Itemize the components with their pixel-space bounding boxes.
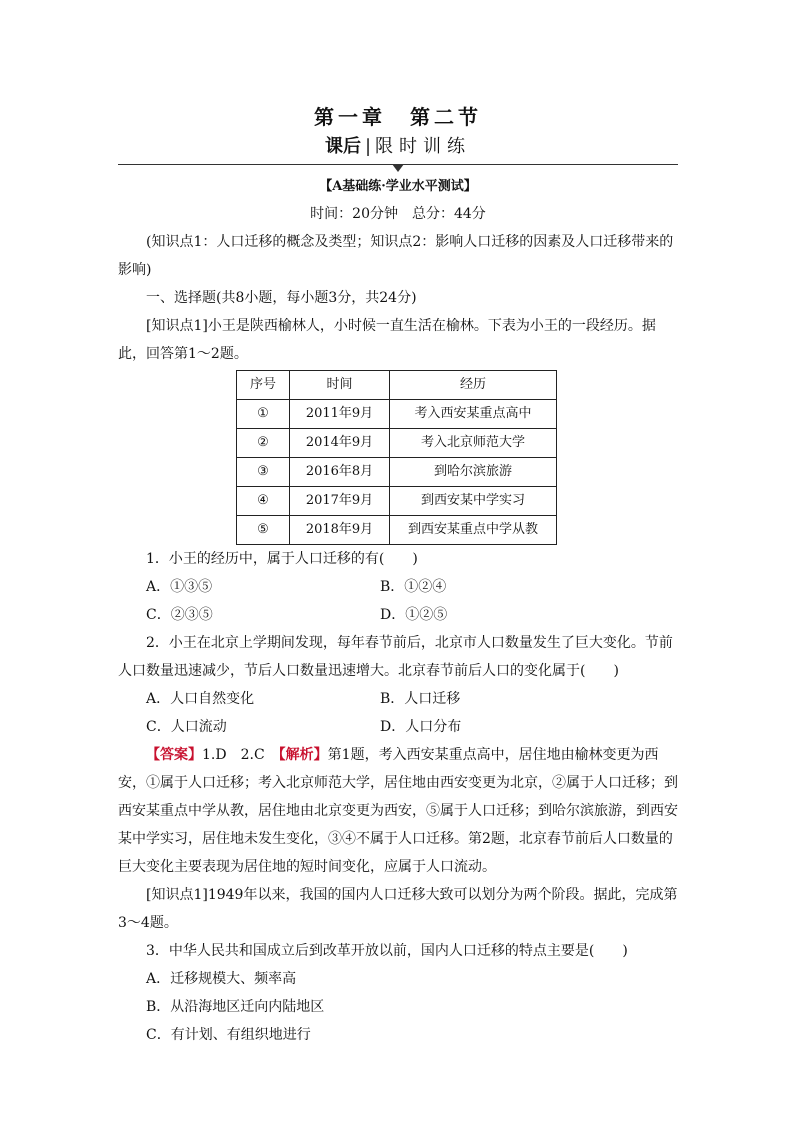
table-cell: 2016年8月 <box>290 458 390 487</box>
answer-keys: 1.D 2.C <box>202 747 279 763</box>
table-cell: 到哈尔滨旅游 <box>390 458 557 487</box>
table-row <box>237 516 557 545</box>
table-cell: 2018年9月 <box>290 516 390 545</box>
option-c: C．②③⑤ <box>146 607 213 623</box>
table-cell: 2011年9月 <box>290 400 390 429</box>
subtitle-right: 限时训练 <box>375 136 472 157</box>
subtitle <box>118 134 678 160</box>
option-d: D．人口分布 <box>380 719 462 735</box>
table-cell: ② <box>237 429 290 458</box>
option-c: C．人口流动 <box>146 719 227 735</box>
table-row <box>237 458 557 487</box>
experience-table <box>236 370 557 545</box>
table-cell: ① <box>237 400 290 429</box>
table-row <box>237 429 557 458</box>
subtitle-separator: | <box>364 136 372 157</box>
analysis-tag: 【解析】 <box>278 747 328 763</box>
question-1-options-row-1 <box>118 573 678 601</box>
document-page <box>118 100 678 1049</box>
option-a: A．人口自然变化 <box>146 691 255 707</box>
option-b: B．人口迁移 <box>380 691 461 707</box>
table-cell: 考入北京师范大学 <box>390 429 557 458</box>
table-row <box>237 487 557 516</box>
question-1-stem: 1．小王的经历中，属于人口迁移的有( ) <box>146 551 418 567</box>
question-1-options-row-2 <box>118 601 678 629</box>
part-one-heading: 一、选择题(共8小题，每小题3分，共24分) <box>146 290 417 306</box>
divider-triangle-icon <box>392 164 404 172</box>
question-3-option-b: B．从沿海地区迁向内陆地区 <box>146 999 325 1015</box>
table-header-cell: 经历 <box>390 371 557 400</box>
section-title: 【A基础练·学业水平测试】 <box>319 179 477 194</box>
answer-block <box>118 741 678 881</box>
table-row <box>237 400 557 429</box>
analysis-text: 第1题，考入西安某重点高中，居住地由榆林变更为西安，①属于人口迁移；考入北京师范大学，居住地由西安变更为北京，②属于人口迁移；到西安某重点中学从教，居住地由北京变更为西安，⑤属于人口迁移；到哈尔滨旅游，到西安某中学实习，居住地未发生变化，③④不属于人口迁移。第2题，北京春节前后人口数量的巨大变化主要表现为居住地的短时间变化，应属于人口流动。 <box>118 747 678 875</box>
question-3-option-c: C．有计划、有组织地进行 <box>146 1027 311 1043</box>
answer-tag: 【答案】 <box>146 747 202 763</box>
table-cell: 到西安某中学实习 <box>390 487 557 516</box>
table-header-cell: 序号 <box>237 371 290 400</box>
question-intro-1: [知识点1]小王是陕西榆林人，小时候一直生活在榆林。下表为小王的一段经历。据此，回答第1～2题。 <box>118 318 656 362</box>
table-cell: ⑤ <box>237 516 290 545</box>
knowledge-note: (知识点1：人口迁移的概念及类型；知识点2：影响人口迁移的因素及人口迁移带来的影响) <box>118 234 674 278</box>
table-cell: 2014年9月 <box>290 429 390 458</box>
question-2-options-row-1 <box>118 685 678 713</box>
subtitle-left: 课后 <box>324 136 361 157</box>
header-divider <box>118 160 678 170</box>
table-header-cell: 时间 <box>290 371 390 400</box>
question-3-option-a: A．迁移规模大、频率高 <box>146 971 297 987</box>
table-cell: 考入西安某重点高中 <box>390 400 557 429</box>
question-3-stem: 3．中华人民共和国成立后到改革开放以前，国内人口迁移的特点主要是( ) <box>146 943 628 959</box>
table-cell: 到西安某重点中学从教 <box>390 516 557 545</box>
question-2-options-row-2 <box>118 713 678 741</box>
question-2-stem: 2．小王在北京上学期间发现，每年春节前后，北京市人口数量发生了巨大变化。节前人口数量迅速减少，节后人口数量迅速增大。北京春节前后人口的变化属于( ) <box>118 635 673 679</box>
option-d: D．①②⑤ <box>380 607 448 623</box>
table-cell: ④ <box>237 487 290 516</box>
option-b: B．①②④ <box>380 579 447 595</box>
table-cell: ③ <box>237 458 290 487</box>
question-intro-2: [知识点1]1949年以来，我国的国内人口迁移大致可以划分为两个阶段。据此，完成第3～4题。 <box>118 887 678 931</box>
option-a: A．①③⑤ <box>146 579 213 595</box>
time-info: 时间：20分钟 总分：44分 <box>310 206 486 222</box>
chapter-title: 第一章 第二节 <box>314 105 482 129</box>
table-header-row <box>237 371 557 400</box>
table-cell: 2017年9月 <box>290 487 390 516</box>
